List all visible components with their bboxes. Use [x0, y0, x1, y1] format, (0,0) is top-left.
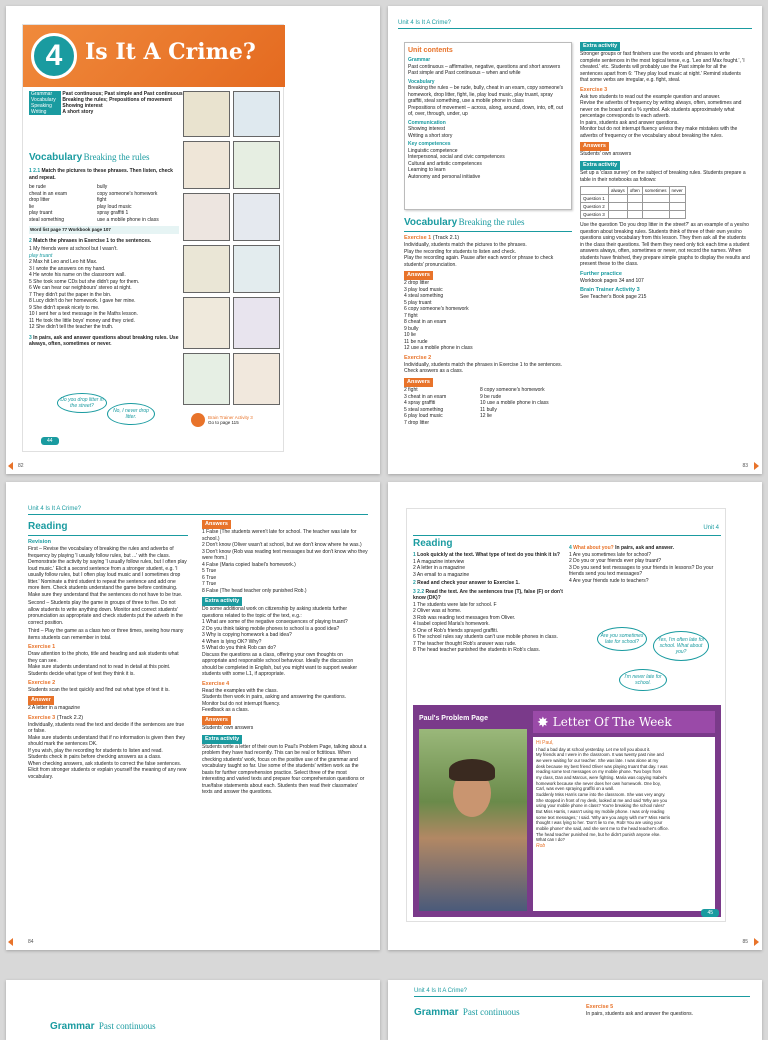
section-rule	[404, 231, 572, 232]
answers-label: Answers	[404, 271, 433, 280]
answers-label: Answers	[202, 716, 231, 725]
ex1-label: Exercise 1	[28, 644, 56, 651]
ex4-label: Exercise 4	[202, 680, 230, 687]
list-item: 1 The students were late for school. F	[413, 601, 497, 608]
phrase: fight	[97, 197, 107, 203]
answer-item: 4 spray graffiti	[404, 400, 436, 407]
speech-bubble-reply: I'm never late for school.	[619, 669, 667, 691]
next-page-arrow[interactable]	[754, 938, 759, 946]
contents-item: Past simple and Past continuous – when and while	[408, 70, 521, 77]
contents-item: Interpersonal, social and civic competences	[408, 154, 505, 161]
ex2-items	[29, 246, 179, 331]
grammar-title: Grammar	[414, 1007, 459, 1018]
vocab-title: Vocabulary	[29, 152, 83, 163]
contents-item: Learning to learn	[408, 167, 446, 174]
extra-activity-text: Do some additional work on citizenship by asking students further questions related to the topic of the text, e.g.:	[202, 606, 348, 619]
table-cell: Question 1	[581, 195, 609, 203]
unit-title: Is It A Crime?	[85, 39, 256, 65]
answer-item: 8 False (The head teacher only punished Rob.)	[202, 587, 307, 594]
revision-text: Second – Students play the game in groups of three to five. Do not allow students to write anything down. Monitor and correct students' pronunciation as appropriate and check students put the adverb in the correct position.	[28, 600, 183, 626]
page-number: 84	[28, 939, 34, 945]
answer-text: Students' own answers	[580, 151, 632, 158]
bullet-point: Play the recording again. Pause after each word or phrase to check students' pronunciation.	[404, 255, 554, 268]
contents-item: Writing a short story	[408, 132, 453, 139]
bullet-point: Make sure students understand that if no information is given then they should mark the sentences DK.	[28, 734, 186, 748]
letter-line: homework because she never does her own homework. One boy,	[536, 780, 661, 786]
answer-item: 5 steal something	[404, 406, 444, 413]
contents-h-vocabulary: Vocabulary	[408, 78, 435, 85]
phrase: play loud music	[97, 203, 132, 210]
table-row	[581, 211, 686, 219]
vocab-subtitle: Breaking the rules	[458, 217, 525, 227]
phrase: steal something	[29, 216, 65, 223]
list-item: 4 He wrote his name on the classroom wall.	[29, 272, 126, 279]
speech-bubble-answer: Yes, I'm often late for school. What about you?	[653, 631, 709, 661]
picture-grid	[183, 91, 281, 407]
answers-label: Answers	[404, 378, 433, 387]
illustration-1	[183, 91, 230, 137]
problem-page-title: Paul's Problem Page	[419, 715, 488, 722]
table-header-cell: often	[627, 187, 642, 195]
ex1-track: 2.1	[33, 168, 41, 174]
list-item: 8 Lucy didn't do her homework. I gave her mine.	[29, 298, 136, 305]
list-item: 11 He took the little boys' money and they cried.	[29, 317, 135, 324]
table-header-cell	[581, 187, 609, 195]
contents-item: Prepositions of movement – across, along, around, down, into, off, out of, over, through, under, up	[408, 104, 563, 118]
survey-table	[580, 186, 686, 219]
right-col-1	[404, 216, 572, 466]
revision-text: Third – Play the game as a class two or three times, seeing how many items students can remember in total.	[28, 628, 184, 641]
left-col-2	[202, 520, 368, 936]
revision-label: Revision	[28, 539, 51, 545]
ex1-number: 1	[29, 168, 32, 174]
ex3-instruction: In pairs, ask and answer questions about breaking rules. Use always, often, sometimes or never.	[29, 334, 179, 348]
ex1-instruction: Look quickly at the text. What type of text do you think it is?	[417, 552, 560, 558]
list-item: 7 They didn't put the paper in the bin.	[29, 291, 112, 298]
answers-label: Answers	[580, 142, 609, 151]
bullet-point: Check answers as a class.	[404, 368, 464, 375]
ex1-number: 1	[413, 552, 416, 558]
letter-signature: Rob	[536, 843, 546, 850]
overview-label-speaking: Speaking	[29, 103, 61, 109]
list-item: 5 She took some CDs but she didn't pay for them.	[29, 278, 140, 285]
revision-text: First – Revise the vocabulary of breaking the rules and adverbs of frequency by playing 'I usually follow rules, but ...' with the class. Demonstrate the activity by saying 'I usually follow rules, but I often play loud music.' Elicit a second sentence from a stronger student, e.g. 'I usually follow rules, but I often play loud music and I sometimes drop litter.' Nominate a third student to repeat the sentence and add one more item. Check students understand the game before continuing. Make sure they understand that the sentences do not have to be true.	[28, 546, 187, 598]
list-item: 3 Do you send text messages to your friends in lessons? Do your friends send you text messages?	[569, 564, 714, 577]
letter-line: I had a bad day at school yesterday. Let me tell you about it.	[536, 746, 651, 752]
bullet-point: When checking answers, ask students to correct the false sentences.	[28, 760, 182, 767]
unit-overview	[29, 91, 183, 115]
bullet-point: Students decide what type of text they think it is.	[28, 670, 135, 677]
answer-item: 5 play truant	[404, 299, 432, 306]
answer-text: Students' own answers	[202, 725, 254, 732]
book-page-badge: 44	[41, 437, 59, 445]
ex3-label: Exercise 3	[28, 714, 56, 721]
ex5-label: Exercise 5	[586, 1004, 614, 1010]
contents-item: Cultural and artistic competences	[408, 160, 482, 167]
unit-header: Unit 4 Is It A Crime?	[414, 988, 468, 994]
page-84-sheet	[6, 482, 380, 950]
list-item: 12 She didn't tell the teacher the truth.	[29, 324, 114, 331]
list-item: 1 My friends were at school but I wasn't.	[29, 246, 118, 253]
list-item: 7 The teacher thought Rob's answer was rude.	[413, 640, 517, 647]
list-item: 2 A letter in a magazine	[413, 565, 465, 571]
page-number: 82	[18, 463, 24, 469]
extra-activity-text: Stronger groups or fast finishers use the words and phrases to write complete sentences in the most logical tense, e.g. 'Leo and Max fought.', 'I cheated.' etc. Students will probably use the Past simple for all the sentences apart from 6: 'They play loud music at night.' Remind students that some verbs are irregular, e.g. fight, steal.	[580, 51, 745, 84]
table-header-cell: sometimes	[642, 187, 669, 195]
answer-item: 2 Don't know (Oliver wasn't at school, but we don't know where he was.)	[202, 542, 362, 549]
answer-item: 2 drop litter	[404, 280, 430, 287]
ex3-track: 2.2	[417, 588, 425, 595]
list-item: 4 When is lying OK? Why?	[202, 638, 262, 645]
bullet-point: Monitor but do not interrupt fluency.	[202, 700, 281, 707]
answer-item: 11 bully	[480, 406, 497, 413]
table-cell: Question 3	[581, 211, 609, 219]
phrase: be rude	[29, 184, 46, 190]
letter-title: Letter Of The Week	[552, 715, 672, 729]
answer-item: 11 be rude	[404, 338, 428, 345]
brain-trainer-label: Brain Trainer Activity 3	[208, 415, 253, 420]
hair-shape	[449, 759, 495, 781]
letter-body	[533, 737, 715, 911]
contents-item: Linguistic competence	[408, 147, 458, 154]
brain-icon	[191, 413, 205, 427]
letter-line: reading some text messages on my mobile phone. Two boys from	[536, 769, 662, 775]
bullet-point: Revise the adverbs of frequency by writing always, often, sometimes and never on the board and a % symbol. Ask students approximately what percentage corresponds to each adverb.	[580, 100, 742, 120]
ex3-label: Exercise 3	[580, 86, 608, 93]
ex4-label: What about you?	[573, 545, 614, 551]
table-header-cell: never	[669, 187, 685, 195]
next-page-arrow[interactable]	[754, 462, 759, 470]
vocab-subtitle: Breaking the rules	[83, 152, 150, 162]
extra-activity-text: Students write a letter of their own to Paul's Problem Page, talking about a problem they have had recently. This can be real or fictitious. When checking students' work, focus on the positive use of the grammar and vocabulary taught so far. Use some of the students' written work as the basis for further comprehension practice. Select three of the most interesting and varied texts and prepare four comprehension questions or true/false statements about each. Students then read their classmates' texts and answer the questions.	[202, 743, 367, 796]
overview-text-grammar: Past continuous; Past simple and Past continuous	[62, 91, 183, 97]
phrase: cheat in an exam	[29, 190, 68, 197]
list-item: 9 She didn't speak nicely to me.	[29, 304, 100, 311]
overview-text-writing: A short story	[62, 109, 94, 115]
ex3-number: 3	[29, 334, 32, 341]
unit-header: Unit 4 Is It A Crime?	[398, 20, 452, 26]
illustration-6	[233, 193, 280, 241]
list-item: 4 Are your friends rude to teachers?	[569, 577, 649, 584]
page-86-sheet	[6, 980, 380, 1040]
grammar-subtitle: Past continuous	[98, 1021, 156, 1031]
left-col-1	[28, 520, 188, 936]
prev-page-arrow[interactable]	[8, 462, 13, 470]
extra-activity-text: Set up a 'class survey' on the subject of breaking rules. Students prepare a table in their notebooks as follows:	[580, 170, 746, 183]
ex2-instruction: Read and check your answer to Exercise 1.	[417, 580, 520, 586]
ex5-block	[586, 1004, 750, 1024]
ex1-label: Exercise 1	[404, 235, 432, 241]
answers-label: Answers	[202, 520, 231, 529]
letter-line: My friends and I were in the classroom. It was twenty past nine and	[536, 752, 664, 758]
answer-item: 10 use a mobile phone in class	[480, 400, 549, 407]
contents-item: Autonomy and personal initiative	[408, 173, 481, 180]
illustration-7	[183, 245, 230, 293]
list-item: 1 What are some of the negative consequences of playing truant?	[202, 619, 348, 626]
contents-h-grammar: Grammar	[408, 57, 431, 64]
header-rule	[414, 996, 750, 997]
list-item: 5 One of Rob's friends sprayed graffiti.	[413, 627, 499, 634]
extra-activity-text: Use the question 'Do you drop litter in the street?' as an example of a yes/no question about breaking rules. Students think of three of their own yes/no questions using vocabulary from this lesson. They then ask all the students in the class their questions. Tell them they need only tick each time a student answers always, often, sometimes or never, not record the names. When students have finished, they prepare simple graphs to display the results and present these to the class.	[580, 222, 750, 268]
student-book-page-44	[22, 24, 284, 452]
ex2-label: Exercise 2	[404, 354, 432, 361]
list-item: 2 Max hit Leo and Leo hit Max.	[29, 259, 98, 266]
overview-text-vocabulary: Breaking the rules; Prepositions of movement	[62, 97, 172, 103]
phrases-col1	[29, 184, 89, 223]
answer-item: 7 True	[202, 581, 217, 588]
bullet-point: In pairs, students ask and answer questions.	[580, 119, 679, 126]
answer-item: 3 Don't know (Rob was reading text messages but we don't know who they were from.)	[202, 548, 368, 562]
reading-col-2	[569, 545, 719, 625]
answer-item: 3 cheat in an exam	[404, 393, 447, 400]
vocab-title: Vocabulary	[404, 217, 458, 228]
extra-activity-text: Discuss the questions as a class, offering your own thoughts on appropriate and responsible school behaviour. Ideally the discussion should be completed in English, but you might want to support weaker students with some L1, if appropriate.	[202, 651, 358, 678]
bullet-point: If you wish, play the recording for students to listen and read.	[28, 747, 163, 754]
page-number: 83	[742, 463, 748, 469]
answer-item: 5 True	[202, 568, 217, 575]
header-rule	[413, 535, 721, 536]
bullet-point: Make sure students understand not to read in detail at this point.	[28, 664, 171, 671]
further-practice-label: Further practice	[580, 270, 622, 277]
bullet-point: Draw attention to the photo, title and heading and ask students what they can see.	[28, 651, 179, 664]
unit-header: Unit 4	[703, 525, 719, 531]
reading-col-1	[413, 537, 563, 699]
reading-title: Reading	[28, 521, 68, 532]
letter-line: Suddenly Miss Harris came into the classroom. She was very angry.	[536, 791, 666, 797]
page-83-sheet	[388, 6, 762, 474]
phrases-col2	[97, 184, 177, 223]
letter-line: What can I do?	[536, 837, 565, 843]
phrase: bully	[97, 184, 108, 190]
letter-line: some text messages,' I said. 'Why are you angry with me?' Miss Harris	[536, 814, 671, 820]
answer-item: 6 True	[202, 574, 217, 581]
header-rule	[28, 514, 368, 515]
letter-line: thought I was lying to her. 'Don't lie to me, Rob! You are using your	[536, 820, 663, 826]
contents-h-communication: Communication	[408, 119, 446, 126]
wordlist-ref: Word list page 77 Workbook page 107	[29, 226, 179, 234]
bullet-point: Feedback as a class.	[202, 707, 249, 714]
overview-label-writing: Writing	[29, 109, 61, 115]
reading-title: Reading	[413, 538, 453, 549]
ex1-answers	[404, 280, 572, 352]
answer-item: 1 False (The students weren't late for school. The teacher was late for school.)	[202, 529, 357, 542]
page-82-sheet	[6, 6, 380, 474]
further-practice-text: Workbook pages 34 and 107	[580, 277, 644, 284]
page-87-sheet	[388, 980, 762, 1040]
brain-trainer-badge	[191, 413, 281, 427]
ex2-number: 2	[29, 237, 32, 244]
answer-item: 9 be rude	[480, 393, 502, 400]
list-item: play truant	[29, 252, 53, 259]
list-item: 1 A magazine interview	[413, 558, 465, 565]
list-item: 1 Are you sometimes late for school?	[569, 551, 651, 558]
brain-trainer-text: See Teacher's Book page 215	[580, 294, 647, 301]
phrase: copy someone's homework	[97, 190, 158, 197]
letter-banner	[533, 711, 715, 733]
grammar-title: Grammar	[50, 1021, 95, 1032]
list-item: 5 What do you think Rob can do?	[202, 645, 276, 652]
illustration-4	[233, 141, 280, 189]
speech-bubble-question: Do you drop litter in the street?	[57, 393, 107, 413]
prev-page-arrow[interactable]	[8, 938, 13, 946]
answer-item: 12 lie	[480, 413, 492, 420]
contents-title: Unit contents	[408, 47, 453, 54]
letter-line: The head teacher punished me, but he didn't punish anyone else.	[536, 831, 661, 837]
list-item: 3 Why is copying homework a bad idea?	[202, 632, 292, 639]
extra-activity-label: Extra activity	[580, 161, 620, 170]
contents-item: Showing interest	[408, 126, 445, 133]
ex4-number: 4	[569, 545, 572, 551]
phrase: play truant	[29, 210, 53, 216]
ex2-instruction: Match the phrases in Exercise 1 to the sentences.	[33, 237, 152, 244]
student-book-page-45	[406, 508, 726, 922]
unit-number-badge: 4	[31, 33, 77, 79]
ex3-instruction: Read the text. Are the sentences true (T), false (F) or don't know (DK)?	[413, 588, 563, 601]
ex1-track: (Track 2.1)	[432, 235, 460, 241]
letter-line: But Miss Harris, I wasn't using my mobile phone. I was only reading	[536, 808, 665, 814]
unit-banner	[23, 25, 285, 87]
answer-item: 10 lie	[404, 332, 416, 339]
problem-page-panel	[413, 705, 721, 917]
page-number: 85	[742, 939, 748, 945]
unit-header: Unit 4 Is It A Crime?	[28, 506, 82, 512]
bullet-point: Ask two students to read out the example question and answer.	[580, 93, 721, 100]
answer-text: 2 A letter in a magazine	[28, 705, 80, 712]
answer-item: 6 copy someone's homework	[404, 306, 469, 313]
book-page-badge: 45	[701, 909, 719, 917]
speech-bubble-answer: No, I never drop litter.	[107, 403, 155, 425]
overview-label-vocabulary: Vocabulary	[29, 97, 61, 103]
answer-item: 4 steal something	[404, 293, 444, 300]
answer-item: 2 fight	[404, 387, 418, 394]
table-header-cell: always	[609, 187, 628, 195]
boy-photo	[419, 729, 527, 911]
list-item: 2 Oliver was at home.	[413, 608, 462, 614]
illustration-9	[183, 297, 230, 349]
answer-item: 9 bully	[404, 325, 419, 332]
bullet-point: Individually, students match the phrases in Exercise 1 to the sentences.	[404, 361, 563, 368]
phrase: spray graffiti 1	[97, 210, 129, 216]
speech-bubble-question: Are you sometimes late for school?	[597, 627, 647, 651]
section-rule	[28, 535, 188, 536]
answer-item: 7 drop litter	[404, 419, 430, 426]
unit-contents-box	[404, 42, 572, 210]
illustration-11	[183, 353, 230, 405]
table-cell: Question 2	[581, 203, 609, 211]
answer-item: 6 play loud music	[404, 413, 443, 420]
ex2-number: 2	[413, 580, 416, 586]
list-item: 6 We can hear our neighbours' stereo at night.	[29, 285, 132, 292]
list-item: 8 The head teacher punished the students in Rob's class.	[413, 647, 541, 653]
brain-trainer-go: Go to page 115	[208, 420, 239, 425]
phrase: lie	[29, 203, 35, 210]
list-item: 3 Rob was reading text messages from Oliver.	[413, 614, 516, 621]
header-rule	[398, 28, 752, 29]
bullet-point: Monitor but do not interrupt fluency unless they make mistakes with the adverbs of frequency or the vocabulary about breaking the rules.	[580, 126, 738, 139]
list-item: 3 An email to a magazine	[413, 571, 470, 578]
bullet-point: Play the recording for students to listen and check.	[404, 248, 517, 255]
bullet-point: Students check in pairs before checking answers as a class.	[28, 754, 162, 761]
extra-activity-label: Extra activity	[202, 597, 242, 606]
brain-trainer-label: Brain Trainer Activity 3	[580, 287, 640, 294]
phrase: use a mobile phone in class	[97, 216, 159, 223]
table-row	[581, 195, 686, 203]
letter-line: desk because my best friend Oliver was playing truant that day. I was	[536, 763, 668, 769]
bullet-point: Individually, students read the text and decide if the sentences are true or false.	[28, 721, 185, 735]
list-item: 2 Do you or your friends ever play truant?	[569, 558, 661, 564]
ex3-number: 3	[413, 588, 416, 595]
letter-line: mobile phone!' she said, and she sent me to the head teacher's office.	[536, 826, 669, 831]
bullet-point: Students scan the text quickly and find out what type of text it is.	[28, 687, 170, 694]
letter-greeting: Hi Paul,	[536, 740, 554, 746]
ex1-instruction: Match the pictures to these phrases. Then listen, check and repeat.	[29, 168, 173, 181]
list-item: 6 The school rules say students can't use mobile phones in class.	[413, 634, 558, 640]
grammar-subtitle: Past continuous	[462, 1007, 520, 1017]
answer-item: 8 copy someone's homework	[480, 387, 545, 394]
answer-label: Answer	[28, 696, 54, 705]
phrase: drop litter	[29, 197, 50, 203]
right-col-2	[580, 42, 750, 462]
list-item: 3 I wrote the answers on my hand.	[29, 265, 106, 272]
star-icon: ✸	[537, 713, 549, 730]
contents-h-competences: Key competences	[408, 141, 451, 148]
answer-item: 4 False (Maria copied Isabel's homework.)	[202, 561, 296, 568]
answer-item: 12 use a mobile phone in class	[404, 345, 473, 352]
letter-line: we were waiting for our teacher. She was late. I was alone at my	[536, 757, 659, 763]
overview-label-grammar: Grammar	[29, 91, 61, 97]
list-item: 2 Do you think taking mobile phones to school is a good idea?	[202, 625, 340, 632]
table-row	[581, 203, 686, 211]
ex3-track: (Track 2.2)	[56, 714, 84, 721]
list-item: 4 Isabel copied Maria's homework.	[413, 621, 490, 627]
table-row	[581, 187, 686, 195]
bullet-point: In pairs, students ask and answer the questions.	[586, 1011, 694, 1018]
ex2-label: Exercise 2	[28, 680, 56, 687]
extra-activity-label: Extra activity	[202, 735, 242, 744]
letter-line: using your mobile phone in class? You're breaking the school rules!'	[536, 803, 665, 809]
letter-line: my class, Dan and Marcus, were fighting. Maria was copying Isabel's	[536, 774, 667, 780]
answer-item: 7 fight	[404, 312, 418, 319]
bullet-point: Individually, students match the pictures to the phrases.	[404, 242, 527, 249]
ex4-instruction: In pairs, ask and answer.	[615, 545, 675, 551]
illustration-10	[233, 297, 280, 349]
illustration-5	[183, 193, 230, 241]
illustration-3	[183, 141, 230, 189]
illustration-12	[233, 353, 280, 405]
contents-item: Breaking the rules – be rude, bully, cheat in an exam, copy someone's homework, drop litter, fight, lie, play loud music, play truant, spray graffiti, steal something, use a mobile phone in class	[408, 85, 564, 105]
answer-item: 3 play loud music	[404, 286, 443, 293]
illustration-8	[233, 245, 280, 293]
bullet-point: Read the examples with the class.	[202, 687, 278, 694]
letter-line: She stopped in front of my desk, looked at me and said 'Why are you	[536, 797, 667, 803]
bullet-point: Elicit from stronger students or explain yourself the meaning of any new vocabulary.	[28, 767, 187, 780]
overview-text-speaking: Showing interest	[62, 103, 103, 109]
list-item: 10 I sent her a text message in the Maths lesson.	[29, 311, 138, 318]
extra-activity-label: Extra activity	[580, 42, 620, 51]
page-85-sheet	[388, 482, 762, 950]
answer-item: 8 cheat in an exam	[404, 319, 447, 326]
illustration-2	[233, 91, 280, 137]
letter-line: Carl, was even spraying graffiti on a wall.	[536, 786, 615, 792]
bullet-point: Students then work in pairs, asking and answering the questions.	[202, 694, 346, 701]
contents-item: Past continuous – affirmative, negative, questions and short answers	[408, 63, 561, 70]
